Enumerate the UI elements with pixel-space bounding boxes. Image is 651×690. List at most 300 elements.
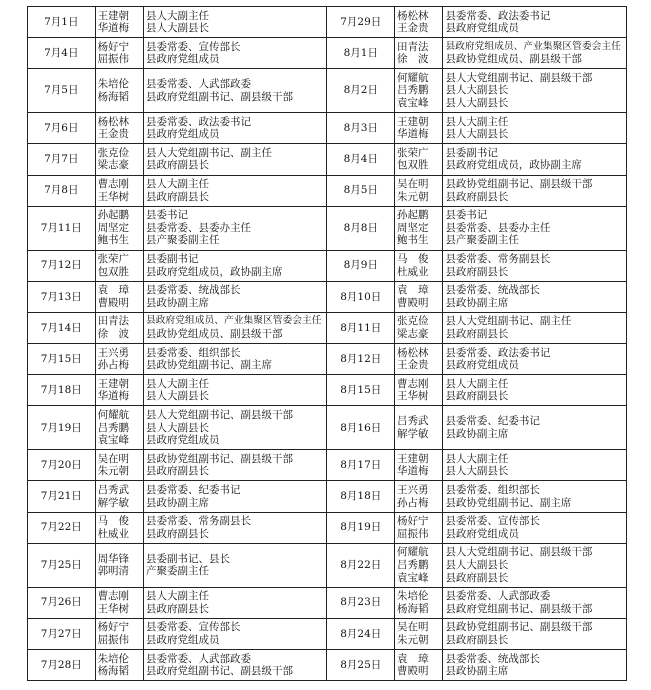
official-name: 屈振伟 xyxy=(97,633,130,646)
official-name: 孙起鹏 xyxy=(97,209,130,222)
table-row xyxy=(28,481,627,512)
official-position: 县委常委、政法委书记 xyxy=(445,9,551,22)
duty-names xyxy=(395,406,443,450)
table-row xyxy=(28,7,627,38)
duty-date: 8月12日 xyxy=(327,344,395,375)
official-position: 县人大副主任 xyxy=(145,9,209,22)
official-name: 袁宝峰 xyxy=(397,571,429,584)
official-name: 杜威业 xyxy=(97,527,130,540)
official-position: 县委常委、纪委书记 xyxy=(445,415,540,428)
official-name: 华道梅 xyxy=(397,128,429,141)
official-position: 县人大副主任 xyxy=(145,377,209,390)
table-row xyxy=(28,312,627,343)
official-name: 王金贵 xyxy=(397,359,429,372)
official-name: 王建朝 xyxy=(97,377,130,390)
duty-date: 7月4日 xyxy=(28,38,96,69)
duty-positions xyxy=(143,543,327,587)
official-position: 县委常委、宣传部长 xyxy=(145,40,241,53)
duty-date: 8月22日 xyxy=(327,543,395,587)
duty-positions xyxy=(143,618,327,649)
official-position: 县政协副主席 xyxy=(145,296,209,309)
duty-names xyxy=(395,587,443,618)
official-name: 朱元朝 xyxy=(397,633,429,646)
official-name: 华道梅 xyxy=(97,390,130,403)
duty-date: 7月6日 xyxy=(28,113,96,144)
official-name: 曹志刚 xyxy=(97,178,130,191)
official-name: 张克俭 xyxy=(397,315,429,328)
official-name: 王华树 xyxy=(97,602,130,615)
official-position: 县人大副主任 xyxy=(445,115,509,128)
schedule-body xyxy=(28,7,627,681)
duty-names xyxy=(395,7,443,38)
official-name: 鲍书生 xyxy=(397,234,429,247)
duty-names xyxy=(95,543,143,587)
duty-positions xyxy=(443,650,627,681)
official-name: 王建朝 xyxy=(397,115,429,128)
official-name: 王金贵 xyxy=(97,128,130,141)
duty-names xyxy=(95,281,143,312)
official-position: 县人大党组副书记、副主任 xyxy=(145,146,272,159)
duty-positions xyxy=(143,450,327,481)
official-name: 曹志刚 xyxy=(397,377,429,390)
official-name: 曹殿明 xyxy=(97,296,130,309)
duty-positions xyxy=(143,206,327,250)
official-name: 孙占梅 xyxy=(397,496,429,509)
table-row xyxy=(28,144,627,175)
official-position: 县政协副主席 xyxy=(445,427,509,440)
official-position: 县政协党组副书记、副主席 xyxy=(445,496,572,509)
duty-names xyxy=(395,450,443,481)
table-row xyxy=(28,618,627,649)
table-row xyxy=(28,250,627,281)
official-name: 徐 波 xyxy=(397,53,429,66)
duty-positions xyxy=(143,587,327,618)
duty-date: 8月2日 xyxy=(327,69,395,113)
duty-date: 8月11日 xyxy=(327,312,395,343)
table-row xyxy=(28,406,627,450)
duty-positions xyxy=(443,7,627,38)
official-name: 王兴勇 xyxy=(397,483,429,496)
official-name: 王建朝 xyxy=(397,452,429,465)
official-position: 县委副书记 xyxy=(445,146,498,159)
duty-positions xyxy=(143,250,327,281)
official-name: 袁 璋 xyxy=(97,284,130,297)
duty-date: 8月1日 xyxy=(327,38,395,69)
official-name: 张克俭 xyxy=(97,146,130,159)
duty-names xyxy=(95,618,143,649)
official-position: 县政府党组副书记、副县级干部 xyxy=(145,665,293,678)
duty-names xyxy=(395,144,443,175)
duty-positions xyxy=(443,281,627,312)
official-position: 县委副书记 xyxy=(145,253,199,266)
official-name: 田青法 xyxy=(397,40,429,53)
official-position: 县委常委、宣传部长 xyxy=(145,621,241,634)
official-position: 县政协党组成员、副县级干部 xyxy=(145,328,283,340)
official-position: 县政协党组副书记、副县级干部 xyxy=(445,621,593,634)
official-name: 朱培伦 xyxy=(97,652,130,665)
official-position: 县人大副主任 xyxy=(445,452,509,465)
duty-names xyxy=(95,144,143,175)
official-position: 县政府副县长 xyxy=(145,190,209,203)
duty-positions xyxy=(443,512,627,543)
duty-names xyxy=(95,312,143,343)
duty-names xyxy=(395,312,443,343)
official-name: 吕秀武 xyxy=(97,483,130,496)
official-position: 县政府党组成员 xyxy=(145,633,220,646)
official-name: 杨海韬 xyxy=(97,90,130,103)
official-name: 马 俊 xyxy=(397,253,429,266)
official-position: 县人大副县长 xyxy=(445,97,509,110)
table-row xyxy=(28,175,627,206)
official-position: 县人大副县长 xyxy=(445,84,509,97)
official-name: 王华树 xyxy=(97,190,130,203)
duty-date: 8月23日 xyxy=(327,587,395,618)
official-position: 县人大副主任 xyxy=(445,377,509,390)
official-position: 县政协副主席 xyxy=(445,296,509,309)
duty-date: 7月25日 xyxy=(28,543,96,587)
official-position: 县人大党组副书记、副县级干部 xyxy=(445,71,593,84)
official-position: 县政府党组成员 xyxy=(445,527,519,540)
duty-date: 8月8日 xyxy=(327,206,395,250)
duty-names xyxy=(395,175,443,206)
official-position: 县委常委、政法委书记 xyxy=(145,115,251,128)
official-name: 王金贵 xyxy=(397,22,429,35)
table-row xyxy=(28,450,627,481)
duty-positions xyxy=(443,406,627,450)
duty-names xyxy=(395,650,443,681)
official-name: 杨海韬 xyxy=(97,665,130,678)
duty-positions xyxy=(143,481,327,512)
official-position: 县委常委、宣传部长 xyxy=(445,515,540,528)
official-position: 县委常委、人武部政委 xyxy=(145,78,251,91)
duty-date: 8月24日 xyxy=(327,618,395,649)
official-name: 孙起鹏 xyxy=(397,209,429,222)
duty-positions xyxy=(443,312,627,343)
duty-positions xyxy=(143,312,327,343)
duty-positions xyxy=(143,650,327,681)
official-name: 梁志豪 xyxy=(97,159,130,172)
duty-date: 7月12日 xyxy=(28,250,96,281)
duty-positions xyxy=(143,406,327,450)
official-position: 县委常委、人武部政委 xyxy=(445,590,551,603)
official-position: 产聚委副主任 xyxy=(145,565,209,578)
official-name: 杨海韬 xyxy=(397,602,429,615)
duty-positions xyxy=(443,344,627,375)
official-name: 吴在明 xyxy=(397,621,429,634)
table-row xyxy=(28,281,627,312)
official-name: 吕秀鹏 xyxy=(397,84,429,97)
official-name: 吕秀鹏 xyxy=(97,421,130,434)
duty-date: 7月27日 xyxy=(28,618,96,649)
duty-names xyxy=(95,406,143,450)
official-position: 县政府副县长 xyxy=(445,328,509,340)
duty-date: 7月15日 xyxy=(28,344,96,375)
table-row xyxy=(28,113,627,144)
official-position: 县委常委、人武部政委 xyxy=(145,652,251,665)
official-position: 县政府党组成员，政协副主席 xyxy=(145,265,283,278)
duty-names xyxy=(95,344,143,375)
table-row xyxy=(28,69,627,113)
duty-positions xyxy=(443,250,627,281)
table-row xyxy=(28,206,627,250)
duty-names xyxy=(395,481,443,512)
duty-date: 7月21日 xyxy=(28,481,96,512)
duty-positions xyxy=(443,481,627,512)
official-name: 解学敏 xyxy=(97,496,130,509)
official-position: 县政府党组副书记、副县级干部 xyxy=(445,602,593,615)
official-position: 县政府副县长 xyxy=(445,571,509,584)
official-name: 吕秀鹏 xyxy=(397,558,429,571)
official-name: 鲍书生 xyxy=(97,234,130,247)
duty-names xyxy=(395,113,443,144)
official-position: 县政府党组成员 xyxy=(445,22,519,35)
official-name: 王华树 xyxy=(397,390,429,403)
duty-positions xyxy=(443,450,627,481)
duty-date: 8月3日 xyxy=(327,113,395,144)
duty-positions xyxy=(143,69,327,113)
official-name: 华道梅 xyxy=(97,22,130,35)
official-name: 屈振伟 xyxy=(97,53,130,66)
duty-names xyxy=(395,375,443,406)
duty-date: 7月22日 xyxy=(28,512,96,543)
duty-positions xyxy=(143,38,327,69)
official-name: 田青法 xyxy=(97,315,130,328)
duty-date: 7月26日 xyxy=(28,587,96,618)
official-position: 县政府副县长 xyxy=(145,465,209,478)
official-name: 朱培伦 xyxy=(97,78,130,91)
duty-names xyxy=(95,250,143,281)
official-position: 县政府副县长 xyxy=(445,265,509,278)
duty-date: 7月19日 xyxy=(28,406,96,450)
official-name: 朱培伦 xyxy=(397,590,429,603)
official-name: 马 俊 xyxy=(97,515,130,528)
official-position: 县委常委、组织部长 xyxy=(445,483,540,496)
official-position: 县政府党组成员 xyxy=(145,53,220,66)
official-position: 县人大副县长 xyxy=(445,558,509,571)
duty-positions xyxy=(443,38,627,69)
duty-positions xyxy=(143,375,327,406)
duty-date: 7月8日 xyxy=(28,175,96,206)
duty-positions xyxy=(143,144,327,175)
duty-date: 7月5日 xyxy=(28,69,96,113)
official-position: 县政府党组成员、产业集聚区管委会主任 xyxy=(445,40,621,52)
duty-names xyxy=(95,175,143,206)
official-position: 县政府副县长 xyxy=(145,602,209,615)
official-name: 杨松林 xyxy=(97,115,130,128)
official-name: 王兴勇 xyxy=(97,346,130,359)
official-name: 曹志刚 xyxy=(97,590,130,603)
official-name: 曹殿明 xyxy=(397,665,429,678)
duty-date: 8月4日 xyxy=(327,144,395,175)
official-name: 张荣广 xyxy=(97,253,130,266)
official-position: 县人大副县长 xyxy=(145,390,209,403)
duty-positions xyxy=(443,206,627,250)
official-name: 杜威业 xyxy=(397,265,429,278)
duty-date: 7月14日 xyxy=(28,312,96,343)
official-position: 县委常委、统战部长 xyxy=(145,284,241,297)
official-name: 朱元朝 xyxy=(397,190,429,203)
table-row xyxy=(28,650,627,681)
official-position: 县委常委、常务副县长 xyxy=(445,253,551,266)
duty-date: 7月28日 xyxy=(28,650,96,681)
official-position: 县委书记 xyxy=(145,209,188,222)
official-name: 袁 璋 xyxy=(397,652,429,665)
official-position: 县人大党组副书记、副主任 xyxy=(445,315,572,328)
official-position: 县产聚委副主任 xyxy=(145,234,220,247)
official-position: 县人大副县长 xyxy=(445,128,509,141)
official-position: 县委常委、组织部长 xyxy=(145,346,241,359)
official-name: 朱元朝 xyxy=(97,465,130,478)
duty-names xyxy=(395,344,443,375)
official-name: 郭明清 xyxy=(97,565,130,578)
duty-date: 7月18日 xyxy=(28,375,96,406)
official-name: 何耀航 xyxy=(97,408,130,421)
official-position: 县政府党组成员 xyxy=(145,434,220,447)
official-position: 县委常委、政法委书记 xyxy=(445,346,551,359)
official-position: 县委常委、常务副县长 xyxy=(145,515,251,528)
official-name: 吕秀武 xyxy=(397,415,429,428)
official-position: 县政府党组成员 xyxy=(445,359,519,372)
official-position: 县政协党组成员、副县级干部 xyxy=(445,53,582,66)
official-name: 何耀航 xyxy=(397,546,429,559)
duty-names xyxy=(95,38,143,69)
official-name: 王建朝 xyxy=(97,9,130,22)
official-position: 县人大副县长 xyxy=(145,22,209,35)
duty-date: 7月13日 xyxy=(28,281,96,312)
duty-positions xyxy=(443,587,627,618)
official-position: 县产聚委副主任 xyxy=(445,234,519,247)
duty-positions xyxy=(443,113,627,144)
official-position: 县人大副县长 xyxy=(445,465,509,478)
official-position: 县政府副县长 xyxy=(145,159,209,172)
duty-date: 8月5日 xyxy=(327,175,395,206)
table-row xyxy=(28,375,627,406)
duty-positions xyxy=(443,618,627,649)
official-name: 解学敏 xyxy=(397,427,429,440)
official-position: 县政府副县长 xyxy=(445,390,509,403)
duty-names xyxy=(95,481,143,512)
duty-names xyxy=(395,512,443,543)
official-name: 杨好宁 xyxy=(397,515,429,528)
duty-names xyxy=(95,7,143,38)
duty-names xyxy=(95,206,143,250)
official-name: 吴在明 xyxy=(397,178,429,191)
table-row xyxy=(28,543,627,587)
official-name: 周坚定 xyxy=(397,221,429,234)
duty-date: 8月9日 xyxy=(327,250,395,281)
duty-names xyxy=(395,618,443,649)
official-name: 包双胜 xyxy=(397,159,429,172)
official-position: 县政府党组副书记、副县级干部 xyxy=(145,90,293,103)
official-name: 袁宝峰 xyxy=(397,97,429,110)
duty-positions xyxy=(143,113,327,144)
official-position: 县委常委、县委办主任 xyxy=(145,221,251,234)
duty-positions xyxy=(443,375,627,406)
duty-names xyxy=(95,113,143,144)
official-position: 县政府副县长 xyxy=(445,190,509,203)
official-name: 华道梅 xyxy=(397,465,429,478)
official-position: 县委副书记、县长 xyxy=(145,552,230,565)
duty-date: 8月16日 xyxy=(327,406,395,450)
duty-names xyxy=(395,543,443,587)
duty-names xyxy=(95,375,143,406)
official-name: 周坚定 xyxy=(97,221,130,234)
duty-names xyxy=(95,650,143,681)
duty-date: 7月20日 xyxy=(28,450,96,481)
official-position: 县政府党组成员 xyxy=(145,128,220,141)
official-position: 县人大党组副书记、副县级干部 xyxy=(445,546,593,559)
official-position: 县委常委、县委办主任 xyxy=(445,221,551,234)
official-name: 杨松林 xyxy=(397,346,429,359)
official-position: 县政府党组成员，政协副主席 xyxy=(445,159,582,172)
duty-date: 8月18日 xyxy=(327,481,395,512)
official-name: 包双胜 xyxy=(97,265,130,278)
official-name: 杨好宁 xyxy=(97,40,130,53)
official-position: 县政府副县长 xyxy=(145,527,209,540)
official-position: 县人大副县长 xyxy=(145,421,209,434)
table-row xyxy=(28,512,627,543)
official-position: 县政协副主席 xyxy=(145,496,209,509)
duty-date: 7月1日 xyxy=(28,7,96,38)
duty-date: 8月15日 xyxy=(327,375,395,406)
duty-names xyxy=(95,450,143,481)
table-row xyxy=(28,38,627,69)
duty-positions xyxy=(143,7,327,38)
official-name: 张荣广 xyxy=(397,146,429,159)
duty-names xyxy=(395,250,443,281)
official-position: 县委常委、统战部长 xyxy=(445,284,540,297)
official-position: 县委常委、纪委书记 xyxy=(145,483,241,496)
official-name: 徐 波 xyxy=(97,328,130,340)
table-row xyxy=(28,587,627,618)
table-row xyxy=(28,344,627,375)
duty-names xyxy=(395,206,443,250)
official-name: 袁宝峰 xyxy=(97,434,130,447)
official-position: 县人大副主任 xyxy=(145,590,209,603)
duty-date: 7月11日 xyxy=(28,206,96,250)
official-name: 孙占梅 xyxy=(97,359,130,372)
duty-names xyxy=(395,38,443,69)
official-name: 吴在明 xyxy=(97,452,130,465)
duty-names xyxy=(95,512,143,543)
duty-positions xyxy=(443,144,627,175)
official-position: 县委常委、统战部长 xyxy=(445,652,540,665)
official-position: 县政协副主席 xyxy=(445,665,509,678)
official-name: 屈振伟 xyxy=(397,527,429,540)
duty-date: 8月19日 xyxy=(327,512,395,543)
duty-positions xyxy=(143,512,327,543)
duty-positions xyxy=(143,344,327,375)
duty-names xyxy=(395,69,443,113)
official-position: 县委书记 xyxy=(445,209,488,222)
duty-date: 8月10日 xyxy=(327,281,395,312)
official-name: 周华锋 xyxy=(97,552,130,565)
duty-positions xyxy=(443,543,627,587)
duty-positions xyxy=(143,175,327,206)
official-name: 袁 璋 xyxy=(397,284,429,297)
official-position: 县政府副县长 xyxy=(445,633,509,646)
official-name: 何耀航 xyxy=(397,71,429,84)
duty-names xyxy=(95,69,143,113)
official-position: 县政府党组成员、产业集聚区管委会主任 xyxy=(145,315,322,327)
duty-names xyxy=(95,587,143,618)
official-position: 县人大副主任 xyxy=(145,178,209,191)
official-name: 杨好宁 xyxy=(97,621,130,634)
duty-date: 8月25日 xyxy=(327,650,395,681)
duty-date: 7月29日 xyxy=(327,7,395,38)
official-name: 杨松林 xyxy=(397,9,429,22)
duty-date: 8月17日 xyxy=(327,450,395,481)
